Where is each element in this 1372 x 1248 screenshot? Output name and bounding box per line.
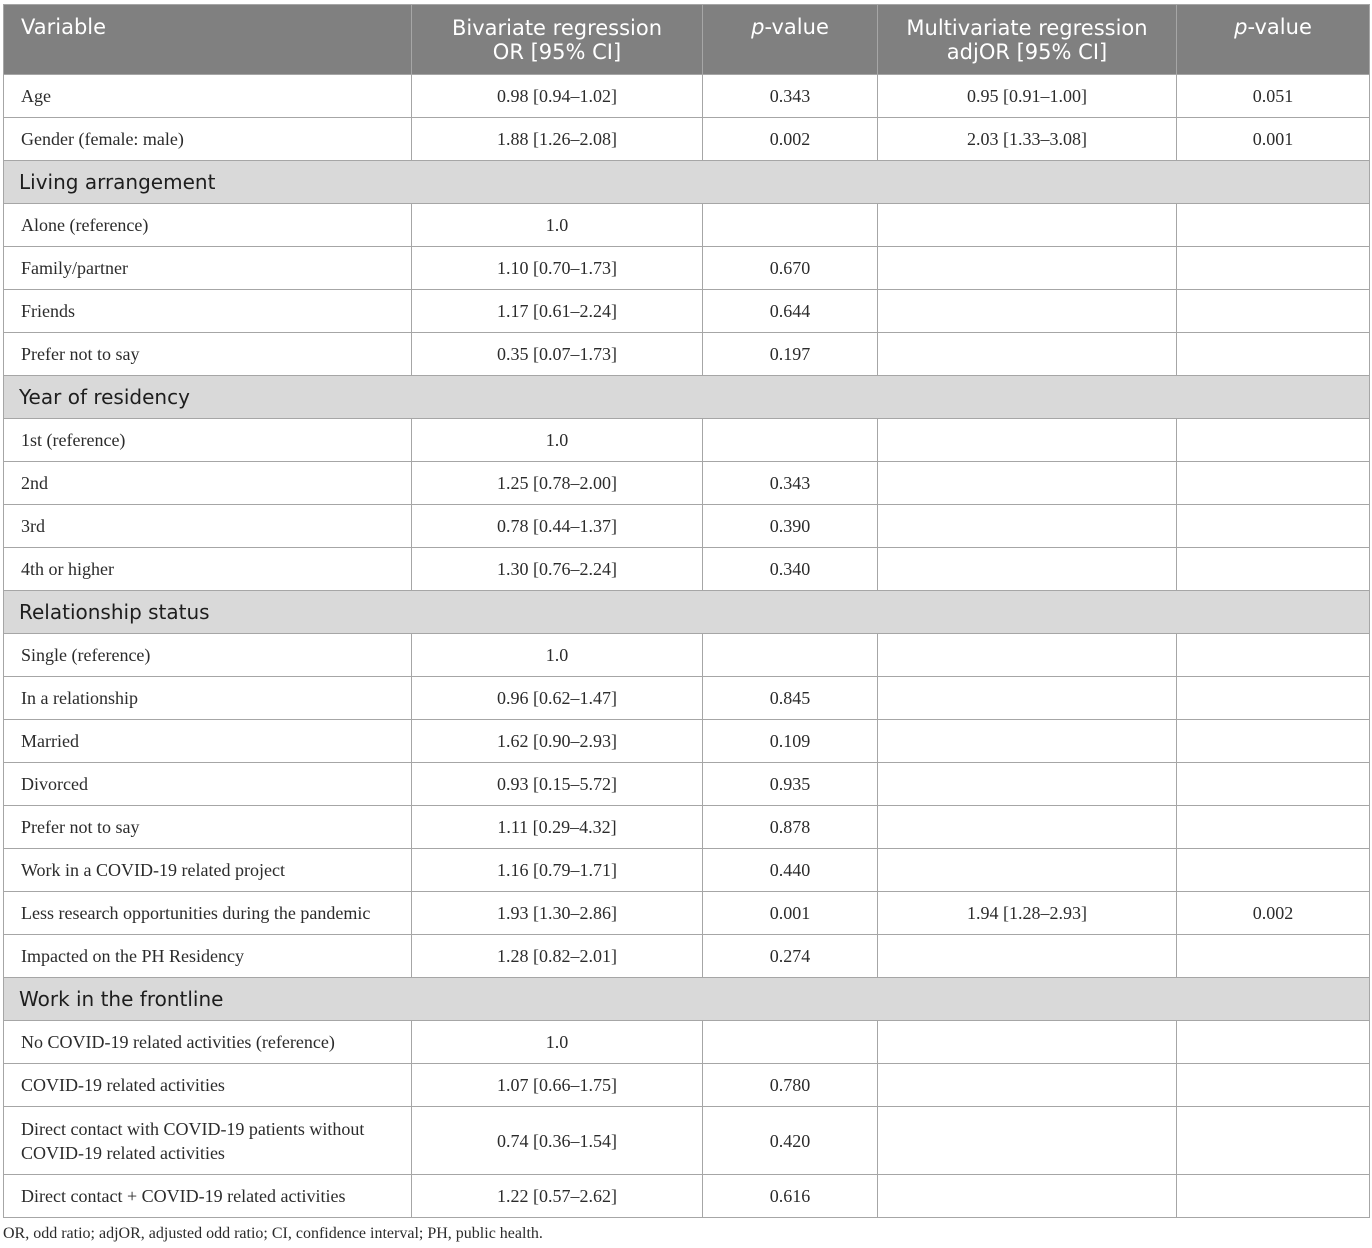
adj-or-cell [878, 634, 1177, 677]
or-cell: 0.35 [0.07–1.73] [412, 333, 703, 376]
variable-cell: Prefer not to say [4, 333, 412, 376]
table-row [4, 677, 1370, 720]
or-cell: 1.30 [0.76–2.24] [412, 548, 703, 591]
multivariate-p-cell [1177, 505, 1370, 548]
multivariate-p-cell [1177, 333, 1370, 376]
header-multivariate-line2: adjOR [95% CI] [946, 39, 1108, 64]
table-row [4, 290, 1370, 333]
header-multivariate-line1: Multivariate regression [906, 15, 1148, 40]
adj-or-cell [878, 204, 1177, 247]
variable-label-line: COVID-19 related activities [21, 1142, 225, 1163]
variable-cell: Age [4, 75, 412, 118]
bivariate-p-cell: 0.390 [703, 505, 878, 548]
or-cell: 1.16 [0.79–1.71] [412, 849, 703, 892]
or-cell: 1.93 [1.30–2.86] [412, 892, 703, 935]
multivariate-p-cell [1177, 419, 1370, 462]
bivariate-p-cell: 0.274 [703, 935, 878, 978]
adj-or-cell [878, 505, 1177, 548]
or-cell: 1.22 [0.57–2.62] [412, 1175, 703, 1218]
bivariate-p-cell: 0.670 [703, 247, 878, 290]
or-cell: 1.11 [0.29–4.32] [412, 806, 703, 849]
bivariate-p-cell: 0.935 [703, 763, 878, 806]
multivariate-p-cell [1177, 677, 1370, 720]
variable-cell: Divorced [4, 763, 412, 806]
bivariate-p-cell [703, 204, 878, 247]
multivariate-p-cell [1177, 204, 1370, 247]
adj-or-cell [878, 849, 1177, 892]
table-row [4, 1107, 1370, 1175]
table-row [4, 935, 1370, 978]
section-heading: Relationship status [4, 591, 1370, 634]
header-bivariate-line1: Bivariate regression [451, 15, 663, 40]
multivariate-p-cell [1177, 806, 1370, 849]
table-header [4, 5, 1370, 75]
bivariate-p-cell: 0.420 [703, 1107, 878, 1175]
header-p-italic: p [1234, 15, 1248, 39]
or-cell: 1.07 [0.66–1.75] [412, 1064, 703, 1107]
variable-cell: Gender (female: male) [4, 118, 412, 161]
multivariate-p-cell [1177, 935, 1370, 978]
adj-or-cell [878, 720, 1177, 763]
section-row [4, 978, 1370, 1021]
section-row [4, 591, 1370, 634]
variable-cell: Prefer not to say [4, 806, 412, 849]
adj-or-cell [878, 1021, 1177, 1064]
table-body [4, 75, 1370, 1218]
adj-or-cell [878, 935, 1177, 978]
variable-label-line: Direct contact with COVID-19 patients without [21, 1118, 365, 1139]
or-cell: 0.78 [0.44–1.37] [412, 505, 703, 548]
bivariate-p-cell: 0.616 [703, 1175, 878, 1218]
bivariate-p-cell: 0.002 [703, 118, 878, 161]
adj-or-cell [878, 1064, 1177, 1107]
variable-cell: Married [4, 720, 412, 763]
or-cell: 1.0 [412, 204, 703, 247]
table-row [4, 1021, 1370, 1064]
adj-or-cell [878, 548, 1177, 591]
variable-cell: In a relationship [4, 677, 412, 720]
header-multivariate [878, 5, 1177, 75]
multivariate-p-cell [1177, 1175, 1370, 1218]
adj-or-cell [878, 333, 1177, 376]
multivariate-p-cell [1177, 290, 1370, 333]
table-row [4, 333, 1370, 376]
bivariate-p-cell: 0.001 [703, 892, 878, 935]
or-cell: 1.28 [0.82–2.01] [412, 935, 703, 978]
or-cell: 1.0 [412, 419, 703, 462]
table-row [4, 247, 1370, 290]
table-row [4, 763, 1370, 806]
adj-or-cell [878, 806, 1177, 849]
variable-cell: Alone (reference) [4, 204, 412, 247]
adj-or-cell [878, 677, 1177, 720]
table-row [4, 849, 1370, 892]
table-row [4, 1175, 1370, 1218]
variable-cell: No COVID-19 related activities (reference) [4, 1021, 412, 1064]
or-cell: 0.74 [0.36–1.54] [412, 1107, 703, 1175]
section-heading: Living arrangement [4, 161, 1370, 204]
adj-or-cell [878, 1107, 1177, 1175]
variable-cell: Work in a COVID-19 related project [4, 849, 412, 892]
adj-or-cell [878, 247, 1177, 290]
adj-or-cell [878, 763, 1177, 806]
header-variable: Variable [4, 5, 412, 75]
table-row [4, 892, 1370, 935]
variable-cell: 3rd [4, 505, 412, 548]
table-row [4, 806, 1370, 849]
bivariate-p-cell: 0.109 [703, 720, 878, 763]
multivariate-p-cell: 0.051 [1177, 75, 1370, 118]
multivariate-p-cell [1177, 1021, 1370, 1064]
bivariate-p-cell [703, 634, 878, 677]
header-p-value-1 [703, 5, 878, 75]
multivariate-p-cell [1177, 849, 1370, 892]
header-bivariate-line2: OR [95% CI] [492, 39, 622, 64]
multivariate-p-cell [1177, 1107, 1370, 1175]
table-row [4, 634, 1370, 677]
bivariate-p-cell [703, 419, 878, 462]
multivariate-p-cell: 0.001 [1177, 118, 1370, 161]
or-cell: 0.96 [0.62–1.47] [412, 677, 703, 720]
variable-cell [4, 1107, 412, 1175]
bivariate-p-cell: 0.340 [703, 548, 878, 591]
bivariate-p-cell [703, 1021, 878, 1064]
or-cell: 1.0 [412, 1021, 703, 1064]
variable-cell: Direct contact + COVID-19 related activities [4, 1175, 412, 1218]
table-row [4, 75, 1370, 118]
adj-or-cell: 1.94 [1.28–2.93] [878, 892, 1177, 935]
or-cell: 0.93 [0.15–5.72] [412, 763, 703, 806]
variable-cell: Single (reference) [4, 634, 412, 677]
or-cell: 1.17 [0.61–2.24] [412, 290, 703, 333]
table-row [4, 720, 1370, 763]
table-row [4, 548, 1370, 591]
bivariate-p-cell: 0.644 [703, 290, 878, 333]
bivariate-p-cell: 0.343 [703, 462, 878, 505]
table-row [4, 118, 1370, 161]
variable-cell: Less research opportunities during the pandemic [4, 892, 412, 935]
table-row [4, 1064, 1370, 1107]
or-cell: 1.62 [0.90–2.93] [412, 720, 703, 763]
bivariate-p-cell: 0.343 [703, 75, 878, 118]
header-p-rest: -value [1247, 15, 1312, 39]
multivariate-p-cell [1177, 720, 1370, 763]
or-cell: 1.25 [0.78–2.00] [412, 462, 703, 505]
multivariate-p-cell [1177, 462, 1370, 505]
multivariate-p-cell [1177, 634, 1370, 677]
section-heading: Work in the frontline [4, 978, 1370, 1021]
bivariate-p-cell: 0.780 [703, 1064, 878, 1107]
multivariate-p-cell: 0.002 [1177, 892, 1370, 935]
table-row [4, 204, 1370, 247]
bivariate-p-cell: 0.878 [703, 806, 878, 849]
multivariate-p-cell [1177, 247, 1370, 290]
variable-cell: 1st (reference) [4, 419, 412, 462]
variable-cell: 4th or higher [4, 548, 412, 591]
adj-or-cell [878, 1175, 1177, 1218]
table-row [4, 419, 1370, 462]
table-footnote: OR, odd ratio; adjOR, adjusted odd ratio; CI, confidence interval; PH, public health. [3, 1225, 543, 1242]
adj-or-cell [878, 290, 1177, 333]
multivariate-p-cell [1177, 763, 1370, 806]
or-cell: 0.98 [0.94–1.02] [412, 75, 703, 118]
variable-cell: Family/partner [4, 247, 412, 290]
variable-cell: COVID-19 related activities [4, 1064, 412, 1107]
variable-cell: 2nd [4, 462, 412, 505]
adj-or-cell [878, 462, 1177, 505]
adj-or-cell: 0.95 [0.91–1.00] [878, 75, 1177, 118]
bivariate-p-cell: 0.440 [703, 849, 878, 892]
section-row [4, 161, 1370, 204]
adj-or-cell: 2.03 [1.33–3.08] [878, 118, 1177, 161]
or-cell: 1.10 [0.70–1.73] [412, 247, 703, 290]
bivariate-p-cell: 0.845 [703, 677, 878, 720]
adj-or-cell [878, 419, 1177, 462]
section-row [4, 376, 1370, 419]
header-p-value-2 [1177, 5, 1370, 75]
header-p-italic: p [751, 15, 765, 39]
section-heading: Year of residency [4, 376, 1370, 419]
variable-cell: Impacted on the PH Residency [4, 935, 412, 978]
multivariate-p-cell [1177, 548, 1370, 591]
multivariate-p-cell [1177, 1064, 1370, 1107]
bivariate-p-cell: 0.197 [703, 333, 878, 376]
header-p-rest: -value [764, 15, 829, 39]
table-row [4, 462, 1370, 505]
table-row [4, 505, 1370, 548]
header-bivariate [412, 5, 703, 75]
or-cell: 1.0 [412, 634, 703, 677]
variable-cell: Friends [4, 290, 412, 333]
or-cell: 1.88 [1.26–2.08] [412, 118, 703, 161]
regression-table [3, 4, 1370, 1218]
